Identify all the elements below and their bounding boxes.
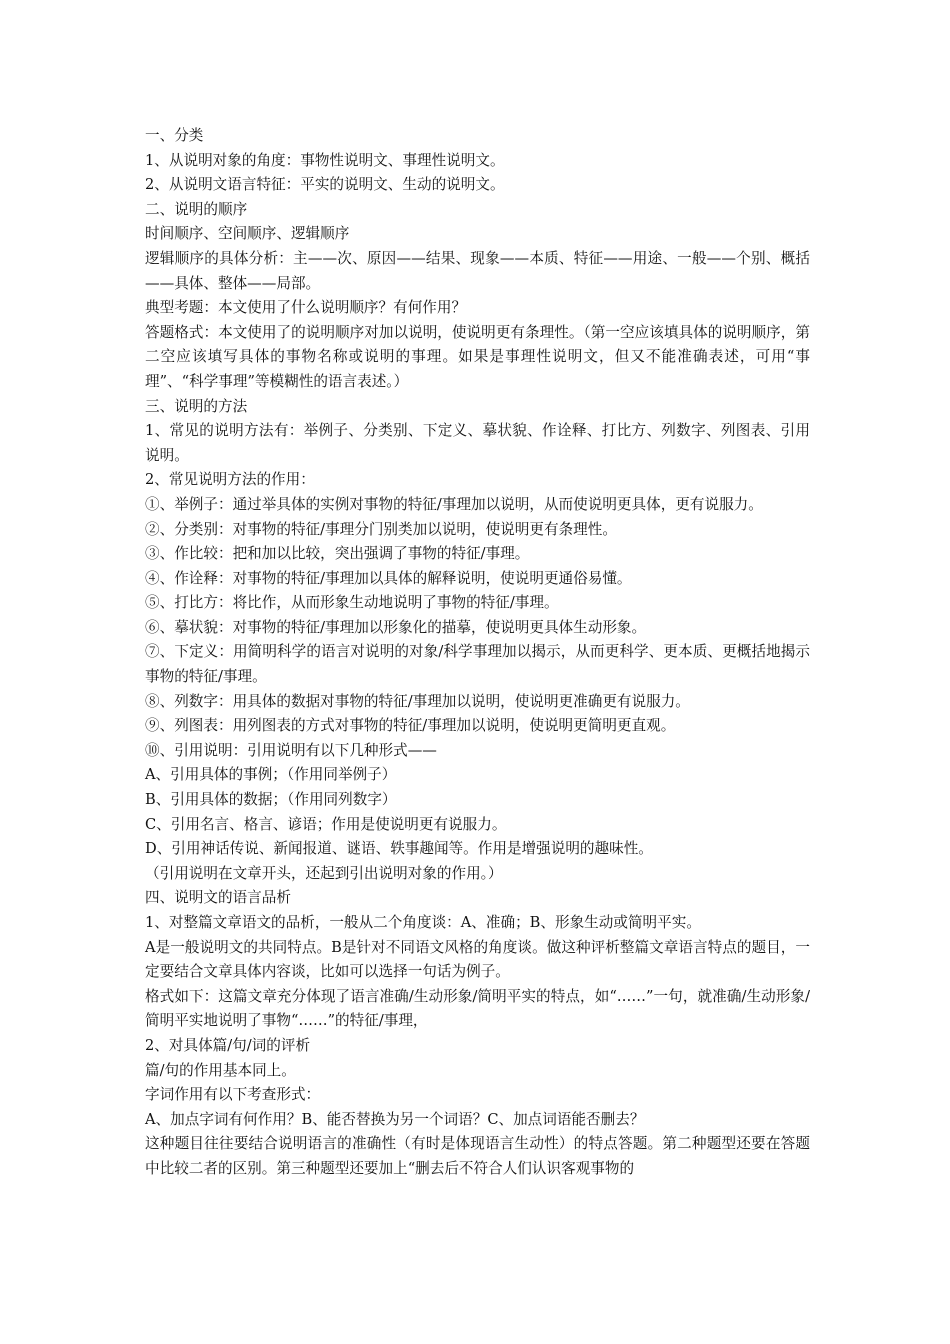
list-item: ②、分类别：对事物的特征/事理分门别类加以说明，使说明更有条理性。	[145, 520, 617, 538]
paragraph: （引用说明在文章开头，还起到引出说明对象的作用。）	[145, 864, 503, 882]
paragraph: 2、常见说明方法的作用：	[145, 471, 315, 489]
list-item: ①、举例子：通过举具体的实例对事物的特征/事理加以说明，从而使说明更具体，更有说服力。	[145, 495, 763, 513]
heading-explanation-methods: 三、说明的方法	[145, 397, 248, 415]
heading-language-analysis: 四、说明文的语言品析	[145, 889, 291, 907]
paragraph: 1、对整篇文章语文的品析，一般从二个角度谈：A、准确；B、形象生动或简明平实。	[145, 914, 701, 931]
list-item: ⑥、摹状貌：对事物的特征/事理加以形象化的描摹，使说明更具体生动形象。	[145, 618, 647, 636]
paragraph: 2、对具体篇/句/词的评析	[145, 1036, 311, 1054]
list-item: ③、作比较：把和加以比较，突出强调了事物的特征/事理。	[145, 545, 530, 563]
list-item: D、引用神话传说、新闻报道、谜语、轶事趣闻等。作用是增强说明的趣味性。	[145, 840, 653, 858]
paragraph: 篇/句的作用基本同上。	[145, 1061, 296, 1079]
paragraph: A是一般说明文的共同特点。B是针对不同语文风格的角度谈。做这种评析整篇文章语言特点的题目，一定要结合文章具体内容谈，比如可以选择一句话为例子。	[145, 938, 810, 981]
list-item: ⑧、列数字：用具体的数据对事物的特征/事理加以说明，使说明更准确更有说服力。	[145, 692, 690, 710]
paragraph: 逻辑顺序的具体分析：主——次、原因——结果、现象——本质、特征——用途、一般——个别、概括——具体、整体——局部。	[145, 249, 810, 292]
paragraph: 典型考题：本文使用了什么说明顺序？有何作用？	[145, 299, 467, 317]
paragraph: A、加点字词有何作用？B、能否替换为另一个词语？C、加点词语能否删去？	[145, 1110, 645, 1128]
list-item: C、引用名言、格言、谚语；作用是使说明更有说服力。	[145, 815, 507, 833]
paragraph: 1、常见的说明方法有：举例子、分类别、下定义、摹状貌、作诠释、打比方、列数字、列图表、引用说明。	[145, 422, 810, 464]
heading-explanation-order: 二、说明的顺序	[145, 200, 248, 218]
paragraph: 2、从说明文语言特征：平实的说明文、生动的说明文。	[145, 176, 505, 194]
list-item: ⑦、下定义：用简明科学的语言对说明的对象/科学事理加以揭示，从而更科学、更本质、更概括地揭示事物的特征/事理。	[145, 643, 810, 686]
list-item: ⑤、打比方：将比作，从而形象生动地说明了事物的特征/事理。	[145, 594, 559, 612]
list-item: ④、作诠释：对事物的特征/事理加以具体的解释说明，使说明更通俗易懂。	[145, 569, 632, 587]
list-item: ⑩、引用说明：引用说明有以下几种形式——	[145, 741, 437, 759]
list-item: ⑨、列图表：用列图表的方式对事物的特征/事理加以说明，使说明更简明更直观。	[145, 717, 676, 735]
paragraph: 字词作用有以下考查形式：	[145, 1086, 321, 1104]
list-item: B、引用具体的数据；（作用同列数字）	[145, 791, 397, 809]
paragraph: 这种题目往往要结合说明语言的准确性（有时是体现语言生动性）的特点答题。第二种题型还要在答题中比较二者的区别。第三种题型还要加上“删去后不符合人们认识客观事物的	[145, 1135, 810, 1177]
paragraph: 1、从说明对象的角度：事物性说明文、事理性说明文。	[145, 151, 505, 169]
paragraph: 时间顺序、空间顺序、逻辑顺序	[145, 225, 350, 243]
heading-classification: 一、分类	[145, 127, 204, 144]
paragraph: 答题格式：本文使用了的说明顺序对加以说明，使说明更有条理性。（第一空应该填具体的说明顺序，第二空应该填写具体的事物名称或说明的事理。如果是事理性说明文，但又不能准确表述，可用“事理”、“科学事理”等模糊性的语言表述。）	[145, 323, 810, 390]
paragraph: 格式如下：这篇文章充分体现了语言准确/生动形象/简明平实的特点，如“……”一句，就准确/生动形象/简明平实地说明了事物“……”的特征/事理，	[145, 987, 810, 1030]
list-item: A、引用具体的事例；（作用同举例子）	[145, 766, 397, 784]
document-body	[145, 124, 810, 1182]
